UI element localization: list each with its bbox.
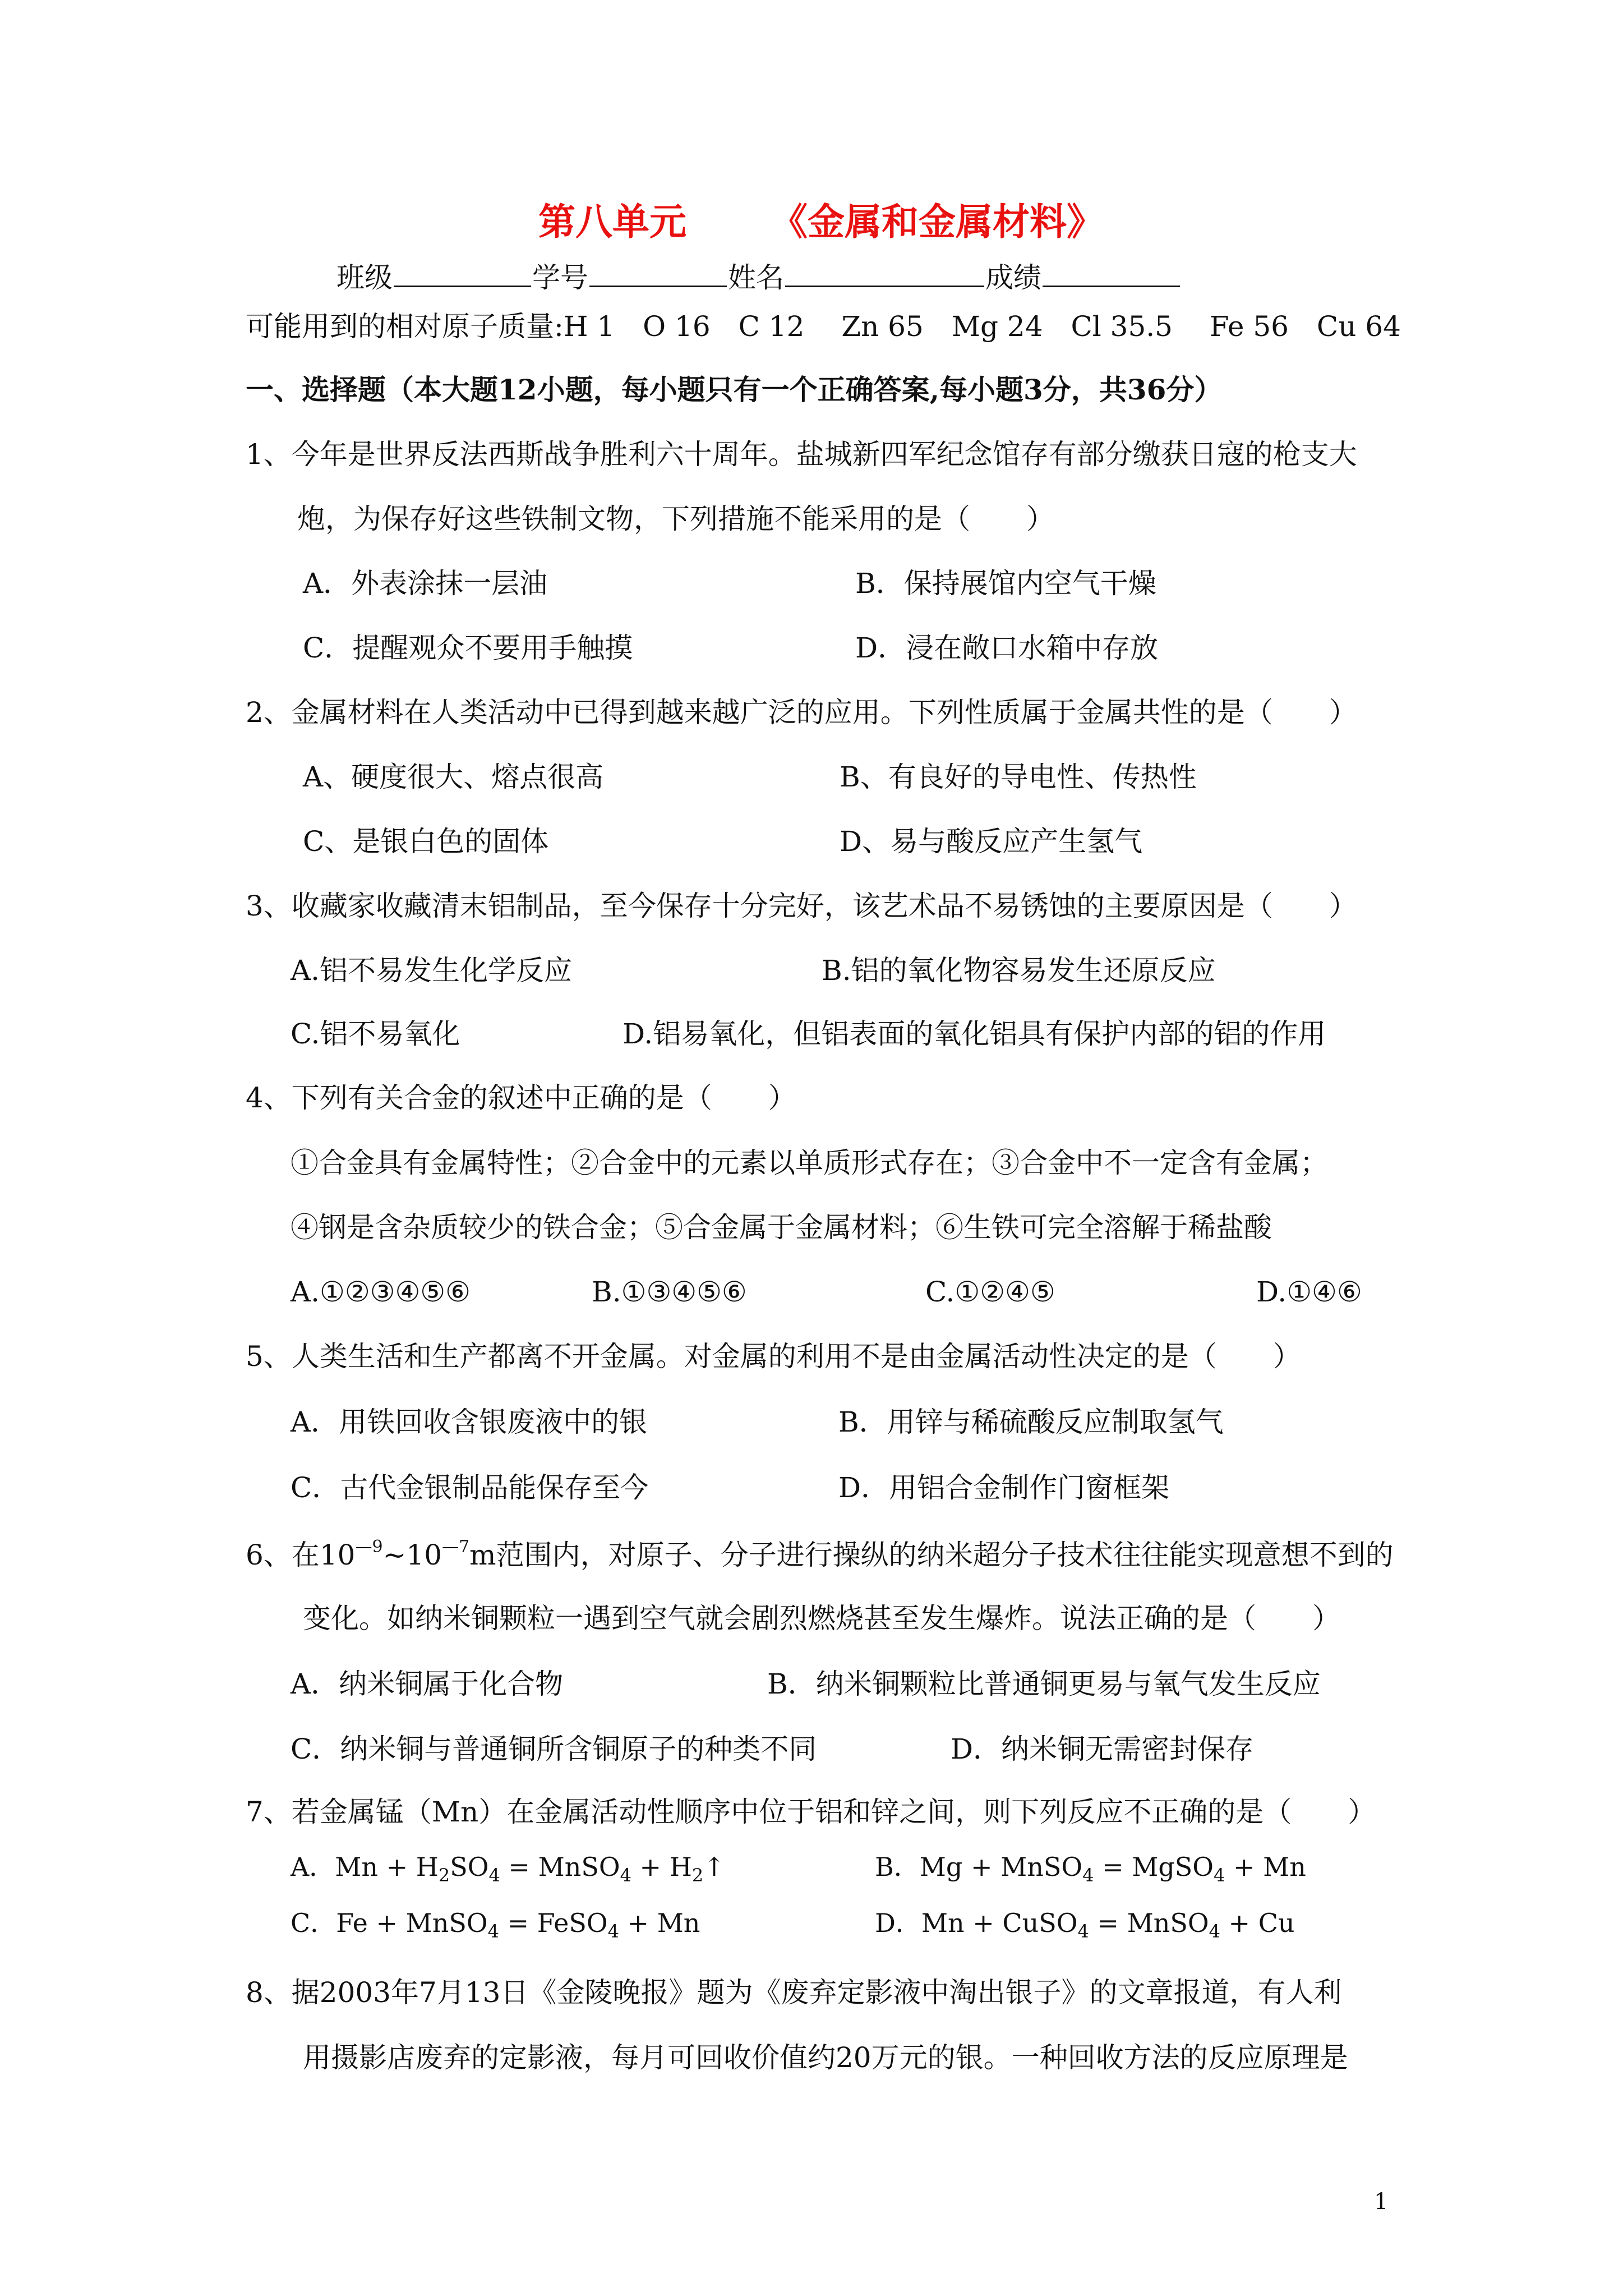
question-2-stem: 2、金属材料在人类活动中已得到越来越广泛的应用。下列性质属于金属共性的是（ ） <box>246 696 1357 729</box>
name-label: 姓名 <box>728 261 784 294</box>
score-blank[interactable] <box>1043 261 1180 287</box>
question-6-option-d[interactable]: D．纳米铜无需密封保存 <box>951 1733 1254 1765</box>
q7a-subscript: 2 <box>691 1865 704 1886</box>
question-8-stem-cont: 用摄影店废弃的定影液，每月可回收价值约20万元的银。一种回收方法的反应原理是 <box>303 2041 1348 2074</box>
q7a-subscript: 4 <box>488 1865 500 1886</box>
q7d-part: + Cu <box>1220 1908 1295 1938</box>
q7a-subscript: 2 <box>438 1865 450 1886</box>
student-info-line <box>336 261 1181 292</box>
q7a-part: SO <box>450 1852 489 1882</box>
question-7-option-c[interactable] <box>291 1910 700 1940</box>
class-blank[interactable] <box>394 261 531 287</box>
question-4-stem: 4、下列有关合金的叙述中正确的是（ ） <box>246 1082 796 1114</box>
score-label: 成绩 <box>985 261 1041 294</box>
question-6-option-a[interactable]: A．纳米铜属于化合物 <box>291 1668 564 1700</box>
q7b-subscript: 4 <box>1082 1865 1094 1886</box>
question-4-statements-2: ④钢是含杂质较少的铁合金；⑤合金属于金属材料；⑥生铁可完全溶解于稀盐酸 <box>291 1211 1272 1244</box>
question-5-stem: 5、人类生活和生产都离不开金属。对金属的利用不是由金属活动性决定的是（ ） <box>246 1340 1301 1373</box>
question-2-option-a[interactable]: A、硬度很大、熔点很高 <box>303 761 604 793</box>
question-3-stem: 3、收藏家收藏清末铝制品，至今保存十分完好，该艺术品不易锈蚀的主要原因是（ ） <box>246 890 1357 922</box>
unit-name: 《金属和金属材料》 <box>771 200 1104 243</box>
question-4-statements-1: ①合金具有金属特性；②合金中的元素以单质形式存在；③合金中不一定含有金属； <box>291 1147 1328 1179</box>
section-heading: 一、选择题（本大题12小题，每小题只有一个正确答案,每小题3分，共36分） <box>246 373 1223 406</box>
question-4-option-a[interactable]: A.①②③④⑤⑥ <box>291 1276 471 1308</box>
question-4-option-b[interactable]: B.①③④⑤⑥ <box>592 1276 747 1308</box>
page-title <box>538 200 1104 243</box>
question-2-option-b[interactable]: B、有良好的导电性、传热性 <box>840 761 1197 793</box>
q7c-subscript: 4 <box>487 1921 499 1942</box>
q6-exponent-1: —9 <box>355 1537 383 1557</box>
question-8-stem: 8、据2003年7月13日《金陵晚报》题为《废弃定影液中淘出银子》的文章报道，有人利 <box>246 1976 1342 2009</box>
q7c-part: + Mn <box>619 1908 700 1938</box>
class-label: 班级 <box>336 261 393 294</box>
q7d-subscript: 4 <box>1077 1921 1089 1942</box>
question-4-option-c[interactable]: C.①②④⑤ <box>925 1276 1055 1308</box>
q6-text-mid: ~10 <box>382 1539 442 1571</box>
question-4-option-d[interactable]: D.①④⑥ <box>1256 1276 1362 1308</box>
question-6-option-c[interactable]: C．纳米铜与普通铜所含铜原子的种类不同 <box>291 1733 817 1765</box>
q7d-subscript: 4 <box>1209 1921 1220 1942</box>
q7c-part: = FeSO <box>499 1908 608 1938</box>
question-3-option-a[interactable]: A.铝不易发生化学反应 <box>291 954 573 987</box>
question-6-stem-cont: 变化。如纳米铜颗粒一遇到空气就会剧烈燃烧甚至发生爆炸。说法正确的是（ ） <box>303 1602 1340 1635</box>
q7a-part: + H <box>631 1852 692 1882</box>
question-5-option-a[interactable]: A．用铁回收含银废液中的银 <box>291 1406 648 1438</box>
question-2-option-c[interactable]: C、是银白色的固体 <box>303 825 549 858</box>
question-1-stem-cont: 炮，为保存好这些铁制文物，下列措施不能采用的是（ ） <box>297 503 1054 535</box>
q7d-part: D．Mn + CuSO <box>875 1908 1078 1938</box>
q7a-part: A．Mn + H <box>291 1852 439 1882</box>
question-5-option-c[interactable]: C．古代金银制品能保存至今 <box>291 1471 649 1504</box>
id-label: 学号 <box>532 261 588 294</box>
question-5-option-d[interactable]: D．用铝合金制作门窗框架 <box>838 1471 1170 1504</box>
question-6-option-b[interactable]: B．纳米铜颗粒比普通铜更易与氧气发生反应 <box>767 1668 1321 1700</box>
q7b-subscript: 4 <box>1214 1865 1225 1886</box>
q7c-subscript: 4 <box>607 1921 619 1942</box>
atomic-mass-line: 可能用到的相对原子质量:H 1 O 16 C 12 Zn 65 Mg 24 Cl 35.5 Fe 56 Cu 64 <box>246 310 1401 343</box>
gas-arrow-icon: ↑ <box>703 1852 725 1882</box>
question-7-option-b[interactable] <box>875 1854 1306 1884</box>
q7c-part: C．Fe + MnSO <box>291 1908 488 1938</box>
q6-text-pre: 6、在10 <box>246 1539 356 1571</box>
question-1-option-c[interactable]: C．提醒观众不要用手触摸 <box>303 632 633 664</box>
question-7-option-a[interactable] <box>291 1854 725 1884</box>
question-2-option-d[interactable]: D、易与酸反应产生氢气 <box>840 825 1143 858</box>
question-3-option-c[interactable]: C.铝不易氧化 <box>291 1018 460 1050</box>
q7a-subscript: 4 <box>620 1865 631 1886</box>
question-1-option-a[interactable]: A．外表涂抹一层油 <box>303 567 548 600</box>
question-1-stem: 1、今年是世界反法西斯战争胜利六十周年。盐城新四军纪念馆存有部分缴获日寇的枪支大 <box>246 438 1357 471</box>
question-3-option-d[interactable]: D.铝易氧化，但铝表面的氧化铝具有保护内部的铝的作用 <box>623 1018 1326 1050</box>
q7a-part: = MnSO <box>500 1852 620 1882</box>
q7b-part: = MgSO <box>1094 1852 1214 1882</box>
question-5-option-b[interactable]: B．用锌与稀硫酸反应制取氢气 <box>838 1406 1224 1438</box>
page-number: 1 <box>1374 2189 1389 2215</box>
question-6-stem <box>246 1539 1394 1569</box>
question-1-option-b[interactable]: B．保持展馆内空气干燥 <box>855 567 1156 600</box>
q7d-part: = MnSO <box>1089 1908 1209 1938</box>
q7b-part: + Mn <box>1225 1852 1306 1882</box>
unit-label: 第八单元 <box>538 200 686 243</box>
question-3-option-b[interactable]: B.铝的氧化物容易发生还原反应 <box>822 954 1216 987</box>
q6-text-post: m范围内，对原子、分子进行操纵的纳米超分子技术往往能实现意想不到的 <box>469 1539 1394 1571</box>
question-7-option-d[interactable] <box>875 1910 1295 1940</box>
q7b-part: B．Mg + MnSO <box>875 1852 1083 1882</box>
id-blank[interactable] <box>589 261 727 287</box>
name-blank[interactable] <box>785 261 984 287</box>
q6-exponent-2: —7 <box>442 1537 470 1557</box>
question-1-option-d[interactable]: D．浸在敞口水箱中存放 <box>855 632 1159 664</box>
question-7-stem: 7、若金属锰（Mn）在金属活动性顺序中位于铝和锌之间，则下列反应不正确的是（ ） <box>246 1796 1376 1828</box>
